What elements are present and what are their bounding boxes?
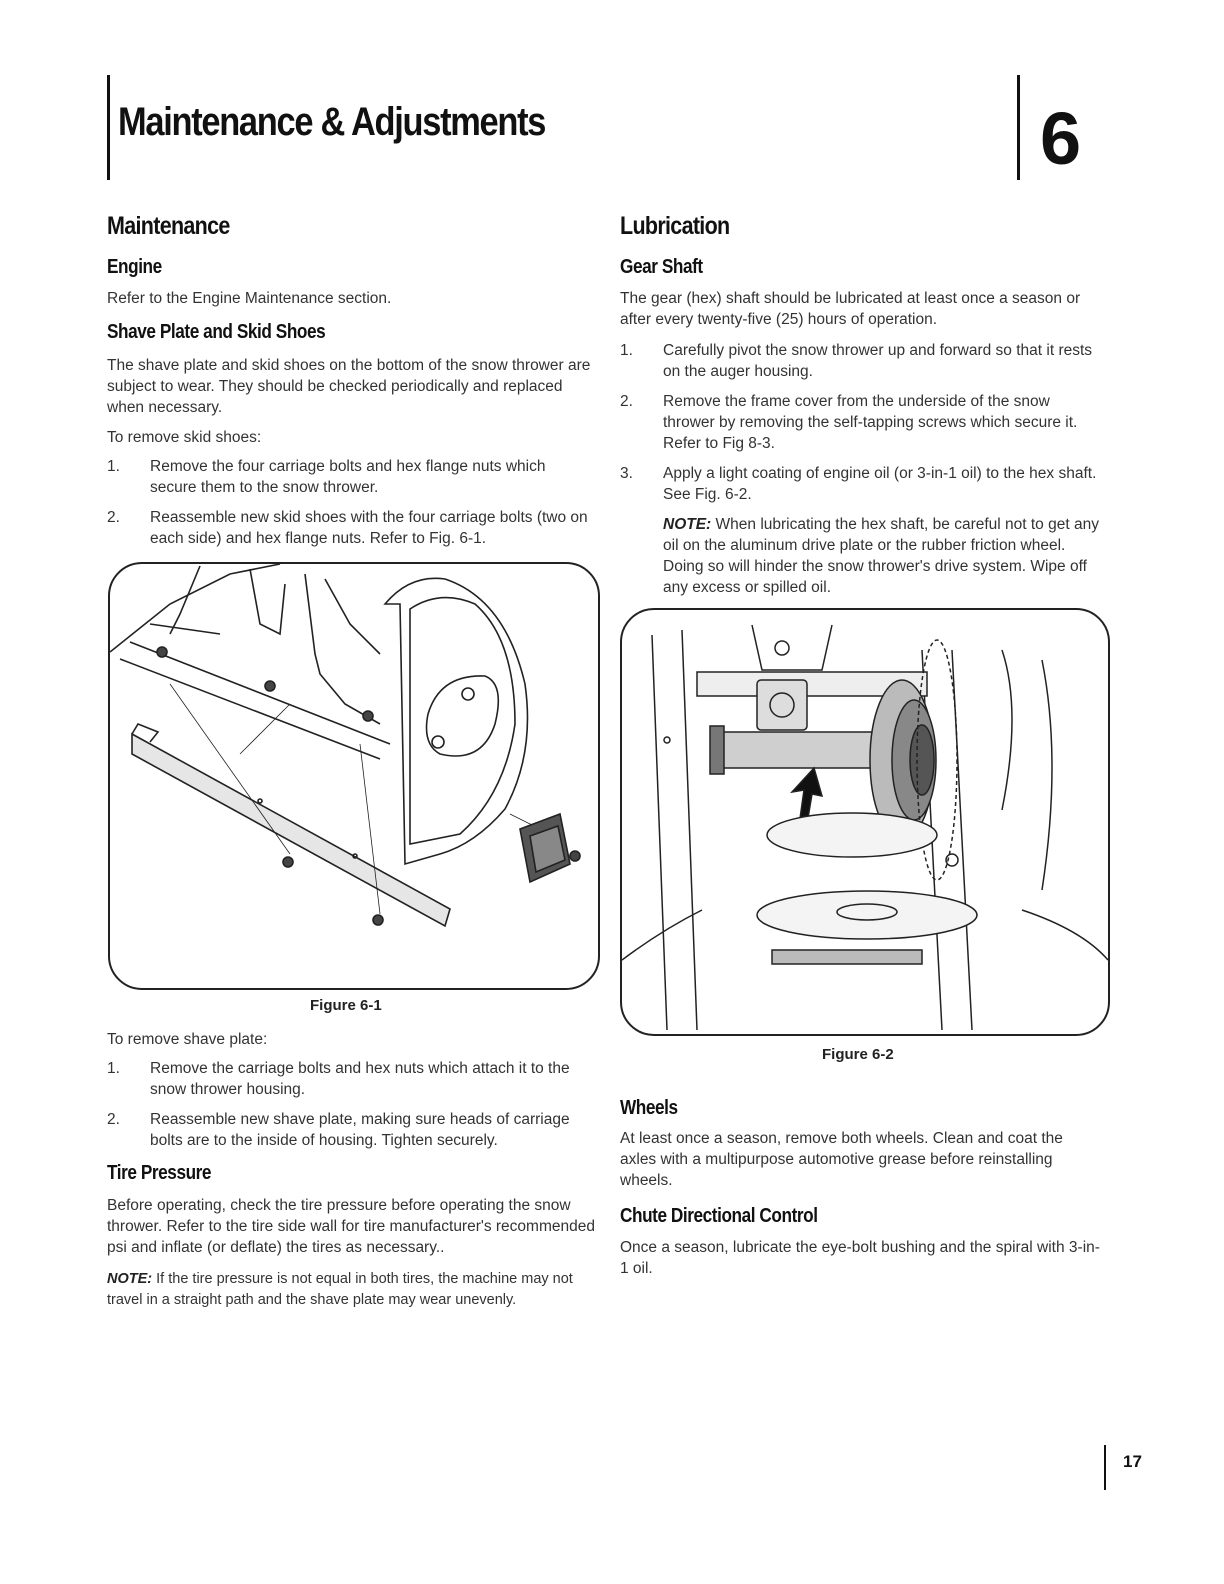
chute-text: Once a season, lubricate the eye-bolt bushing and the spiral with 3-in-1 oil. [620, 1239, 1100, 1277]
step-number: 1. [107, 458, 120, 475]
plate-intro: To remove shave plate: [107, 1031, 268, 1048]
section-title-maintenance: Maintenance [107, 212, 230, 240]
chapter-number: 6 [1040, 97, 1082, 180]
heading-engine: Engine [107, 256, 162, 278]
page-number-rule [1104, 1445, 1106, 1490]
note-text: If the tire pressure is not equal in both tires, the machine may not travel in a straight path and the shave plate may wear unevenly. [107, 1271, 573, 1308]
plate-step [107, 1058, 597, 1100]
skid-shoe-illustration [110, 564, 598, 988]
heading-gear-shaft: Gear Shaft [620, 256, 703, 278]
step-text: Reassemble new shave plate, making sure heads of carriage bolts are to the inside of housing. Tighten securely. [150, 1111, 570, 1149]
step-text: Remove the four carriage bolts and hex flange nuts which secure them to the snow thrower. [150, 458, 546, 496]
step-number: 1. [107, 1060, 120, 1077]
skid-intro: To remove skid shoes: [107, 429, 262, 446]
page-title: Maintenance & Adjustments [118, 100, 546, 144]
gear-shaft-illustration [622, 610, 1108, 1034]
gear-shaft-intro: The gear (hex) shaft should be lubricated at least once a season or after every twenty-five (25) hours of operation. [620, 290, 1081, 328]
engine-text: Refer to the Engine Maintenance section. [107, 290, 392, 307]
step-text: Reassemble new skid shoes with the four carriage bolts (two on each side) and hex flange nuts. Refer to Fig. 6-1. [150, 509, 588, 547]
figure-6-1-caption: Figure 6-1 [310, 997, 382, 1014]
note-label: NOTE: [663, 516, 712, 533]
step-text: Carefully pivot the snow thrower up and forward so that it rests on the auger housing. [663, 342, 1093, 380]
plate-step [107, 1109, 597, 1151]
gear-step [620, 463, 1102, 505]
step-number: 2. [107, 1111, 120, 1128]
figure-6-2-caption: Figure 6-2 [822, 1046, 894, 1063]
tire-pressure-text: Before operating, check the tire pressure before operating the snow thrower. Refer to the tire side wall for tire manufacturer's recommended psi and inflate (or deflate) the tires as necessary.. [107, 1197, 595, 1256]
step-text: Apply a light coating of engine oil (or 3-in-1 oil) to the hex shaft. See Fig. 6-2. [663, 465, 1097, 503]
step-number: 2. [620, 393, 633, 410]
shave-plate-intro: The shave plate and skid shoes on the bottom of the snow thrower are subject to wear. They should be checked periodically and replaced when necessary. [107, 357, 591, 416]
figure-6-2 [620, 608, 1110, 1036]
skid-step [107, 507, 597, 549]
figure-6-1 [108, 562, 600, 990]
heading-shave-plate: Shave Plate and Skid Shoes [107, 321, 326, 343]
section-title-lubrication: Lubrication [620, 212, 730, 240]
gear-step [620, 391, 1102, 454]
heading-wheels: Wheels [620, 1097, 678, 1119]
step-number: 1. [620, 342, 633, 359]
heading-chute-directional-control: Chute Directional Control [620, 1205, 818, 1227]
heading-tire-pressure: Tire Pressure [107, 1162, 212, 1184]
step-number: 3. [620, 465, 633, 482]
title-left-rule [107, 75, 110, 180]
wheels-text: At least once a season, remove both wheels. Clean and coat the axles with a multipurpose automotive grease before reinstalling wheels. [620, 1130, 1063, 1189]
skid-step [107, 456, 597, 498]
step-text: Remove the frame cover from the underside of the snow thrower by removing the self-tapping screws which secure it. Refer to Fig 8-3. [663, 393, 1078, 452]
note-label: NOTE: [107, 1271, 153, 1287]
note-text: When lubricating the hex shaft, be careful not to get any oil on the aluminum drive plate or the rubber friction wheel. Doing so will hinder the snow thrower's drive system. Wipe off any excess or spilled oil. [663, 516, 1099, 596]
step-text: Remove the carriage bolts and hex nuts which attach it to the snow thrower housing. [150, 1060, 570, 1098]
gear-shaft-note [663, 514, 1103, 598]
tire-pressure-note [107, 1269, 602, 1311]
page-number: 17 [1123, 1452, 1142, 1471]
step-number: 2. [107, 509, 120, 526]
gear-step [620, 340, 1102, 382]
title-right-rule [1017, 75, 1020, 180]
